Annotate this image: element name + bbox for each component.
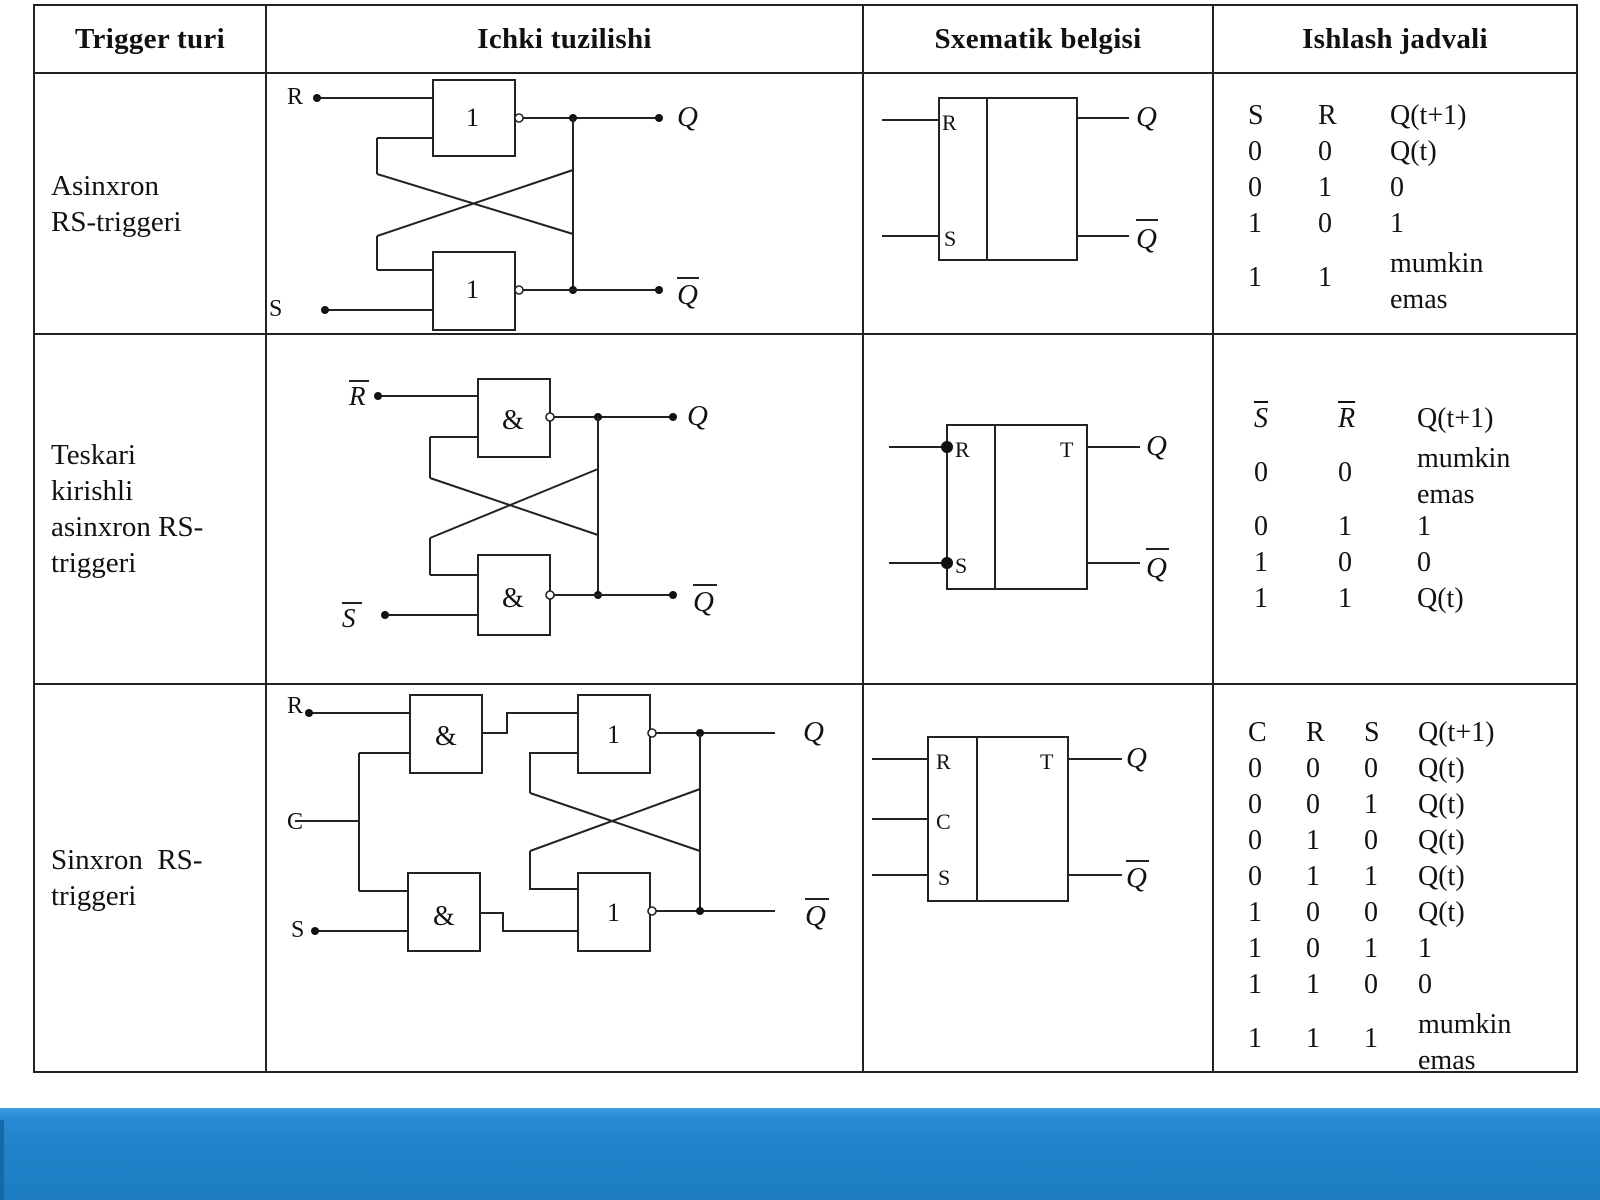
truth-cell: 1: [1248, 933, 1262, 964]
truth-cell: 1: [1306, 861, 1320, 892]
truth-cell: 1: [1417, 511, 1431, 542]
async-rs-symbol: [864, 74, 1214, 333]
truth-cell: 0: [1338, 547, 1352, 578]
truth-cell: 1: [1318, 262, 1332, 293]
truth-cell: 1: [1306, 969, 1320, 1000]
truth-header: $\overline{R}$: [1338, 403, 1356, 434]
trigger-type-cell: [34, 684, 266, 1072]
truth-cell: 1: [1254, 583, 1268, 614]
truth-cell: 0: [1248, 753, 1262, 784]
symbol-output-q: Q: [1146, 430, 1167, 462]
truth-header: S: [1248, 100, 1264, 131]
trigger-type-line: Teskari: [51, 439, 136, 471]
truth-cell: 1: [1364, 789, 1378, 820]
input-r-bar-label: R: [349, 381, 366, 411]
trigger-type-cell: [34, 73, 266, 334]
symbol-pin-s: S: [938, 865, 951, 890]
truth-cell: Q(t): [1418, 861, 1465, 892]
gate-or-label: 1: [466, 103, 479, 132]
truth-cell: 1: [1306, 825, 1320, 856]
sync-rs-circuit-diagram: [267, 685, 864, 1071]
symbol-output-q: Q: [1126, 742, 1147, 774]
internal-structure-cell: [266, 334, 863, 684]
input-s-bar-label: S: [342, 603, 356, 633]
output-q-label: Q: [803, 716, 824, 748]
header-internal-structure: Ichki tuzilishi: [266, 5, 863, 73]
truth-cell: 1: [1364, 861, 1378, 892]
truth-cell: 0: [1364, 753, 1378, 784]
truth-cell: 1: [1418, 933, 1432, 964]
gate-or-label: 1: [607, 720, 620, 749]
gate-and-label: &: [502, 405, 524, 436]
truth-table-cell: [1213, 334, 1577, 684]
output-q-label: Q: [677, 101, 698, 133]
truth-cell: 0: [1254, 457, 1268, 488]
truth-cell: 0: [1318, 208, 1332, 239]
truth-cell: Q(t): [1418, 897, 1465, 928]
truth-cell: 0: [1254, 511, 1268, 542]
table-row: [34, 334, 1577, 684]
truth-header: Q(t+1): [1390, 100, 1467, 131]
truth-cell: 0: [1306, 753, 1320, 784]
truth-cell: Q(t): [1417, 583, 1464, 614]
truth-cell: 0: [1364, 825, 1378, 856]
table-row: [34, 73, 1577, 334]
input-r-label: R: [287, 84, 304, 110]
gate-and-label: &: [435, 721, 457, 752]
header-trigger-type: Trigger turi: [34, 5, 266, 73]
symbol-t-label: T: [1040, 749, 1054, 774]
header-truth-table: Ishlash jadvali: [1213, 5, 1577, 73]
async-rs-circuit-diagram: [267, 74, 864, 333]
truth-cell: 1: [1248, 208, 1262, 239]
input-s-label: S: [291, 917, 305, 943]
truth-cell: 0: [1306, 933, 1320, 964]
trigger-type-line: triggeri: [51, 547, 137, 579]
truth-table-cell: [1213, 73, 1577, 334]
truth-header: Q(t+1): [1418, 717, 1495, 748]
truth-cell: 1: [1390, 208, 1404, 239]
input-c-label: C: [287, 809, 304, 835]
truth-cell: Q(t): [1418, 825, 1465, 856]
truth-cell: 0: [1248, 172, 1262, 203]
output-q-bar-label: Q: [805, 900, 826, 932]
symbol-output-q-bar: Q: [1136, 223, 1157, 255]
truth-cell: 0: [1390, 172, 1404, 203]
symbol-t-label: T: [1060, 437, 1074, 462]
truth-cell: Q(t): [1390, 136, 1437, 167]
trigger-type-line: kirishli: [51, 475, 134, 507]
trigger-type-line: RS-triggeri: [51, 205, 182, 238]
trigger-type-cell: [34, 334, 266, 684]
truth-cell: 0: [1364, 897, 1378, 928]
symbol-pin-r: R: [936, 749, 951, 774]
gate-and-label: &: [502, 583, 524, 614]
truth-table-cell: [1213, 684, 1577, 1076]
symbol-pin-s: S: [955, 553, 968, 578]
truth-cell: 1: [1248, 1023, 1262, 1054]
truth-cell: 1: [1338, 511, 1352, 542]
truth-cell: Q(t): [1418, 789, 1465, 820]
truth-cell: 1: [1318, 172, 1332, 203]
truth-cell: mumkin emas: [1417, 443, 1511, 510]
table-header-row: [34, 5, 1577, 73]
schematic-symbol-cell: [863, 684, 1213, 1072]
truth-cell: mumkin emas: [1418, 1009, 1512, 1076]
inverse-input-rs-symbol: [864, 335, 1214, 683]
trigger-type-line: triggeri: [51, 880, 137, 912]
truth-cell: 0: [1306, 897, 1320, 928]
table-row: [34, 684, 1577, 1072]
symbol-pin-c: C: [936, 809, 951, 834]
internal-structure-cell: [266, 73, 863, 334]
truth-cell: 0: [1418, 969, 1432, 1000]
schematic-symbol-cell: [863, 334, 1213, 684]
truth-header: $\overline{S}$: [1254, 403, 1268, 434]
symbol-output-q-bar: Q: [1126, 862, 1147, 894]
truth-header: Q(t+1): [1417, 403, 1494, 434]
trigger-type-line: Sinxron RS-: [51, 844, 203, 876]
truth-cell: 0: [1248, 861, 1262, 892]
trigger-table: [33, 4, 1578, 1076]
truth-cell: 1: [1248, 969, 1262, 1000]
truth-cell: 0: [1248, 136, 1262, 167]
gate-and-label: &: [433, 901, 455, 932]
truth-cell: 1: [1248, 262, 1262, 293]
truth-cell: 1: [1254, 547, 1268, 578]
truth-header: C: [1248, 717, 1267, 748]
symbol-pin-r: R: [942, 110, 957, 135]
schematic-symbol-cell: [863, 73, 1213, 334]
input-r-label: R: [287, 693, 304, 719]
symbol-output-q-bar: Q: [1146, 552, 1167, 584]
input-s-label: S: [269, 296, 283, 322]
truth-header: R: [1306, 717, 1325, 748]
header-schematic-symbol: Sxematik belgisi: [863, 5, 1213, 73]
symbol-output-q: Q: [1136, 101, 1157, 133]
truth-cell: 0: [1338, 457, 1352, 488]
truth-cell: 0: [1364, 969, 1378, 1000]
output-q-bar-label: Q: [693, 586, 714, 618]
sync-rs-symbol: [864, 685, 1214, 1071]
symbol-pin-s: S: [944, 226, 957, 251]
truth-cell: mumkin emas: [1390, 248, 1484, 315]
truth-cell: 1: [1338, 583, 1352, 614]
truth-cell: 1: [1364, 933, 1378, 964]
truth-cell: 1: [1306, 1023, 1320, 1054]
truth-cell: 1: [1248, 897, 1262, 928]
truth-cell: Q(t): [1418, 753, 1465, 784]
truth-cell: 0: [1306, 789, 1320, 820]
output-q-bar-label: Q: [677, 279, 698, 311]
footer-accent: [0, 1120, 4, 1200]
truth-cell: 0: [1318, 136, 1332, 167]
gate-or-label: 1: [466, 275, 479, 304]
truth-cell: 1: [1364, 1023, 1378, 1054]
truth-header: R: [1318, 100, 1337, 131]
truth-cell: 0: [1417, 547, 1431, 578]
internal-structure-cell: [266, 684, 863, 1072]
gate-or-label: 1: [607, 898, 620, 927]
inverse-input-rs-circuit-diagram: [267, 335, 864, 683]
trigger-type-line: Asinxron: [51, 169, 159, 202]
truth-header: S: [1364, 717, 1380, 748]
truth-cell: 0: [1248, 789, 1262, 820]
footer-bar: [0, 1108, 1600, 1200]
trigger-type-line: asinxron RS-: [51, 511, 204, 543]
truth-cell: 0: [1248, 825, 1262, 856]
output-q-label: Q: [687, 400, 708, 432]
symbol-pin-r: R: [955, 437, 970, 462]
